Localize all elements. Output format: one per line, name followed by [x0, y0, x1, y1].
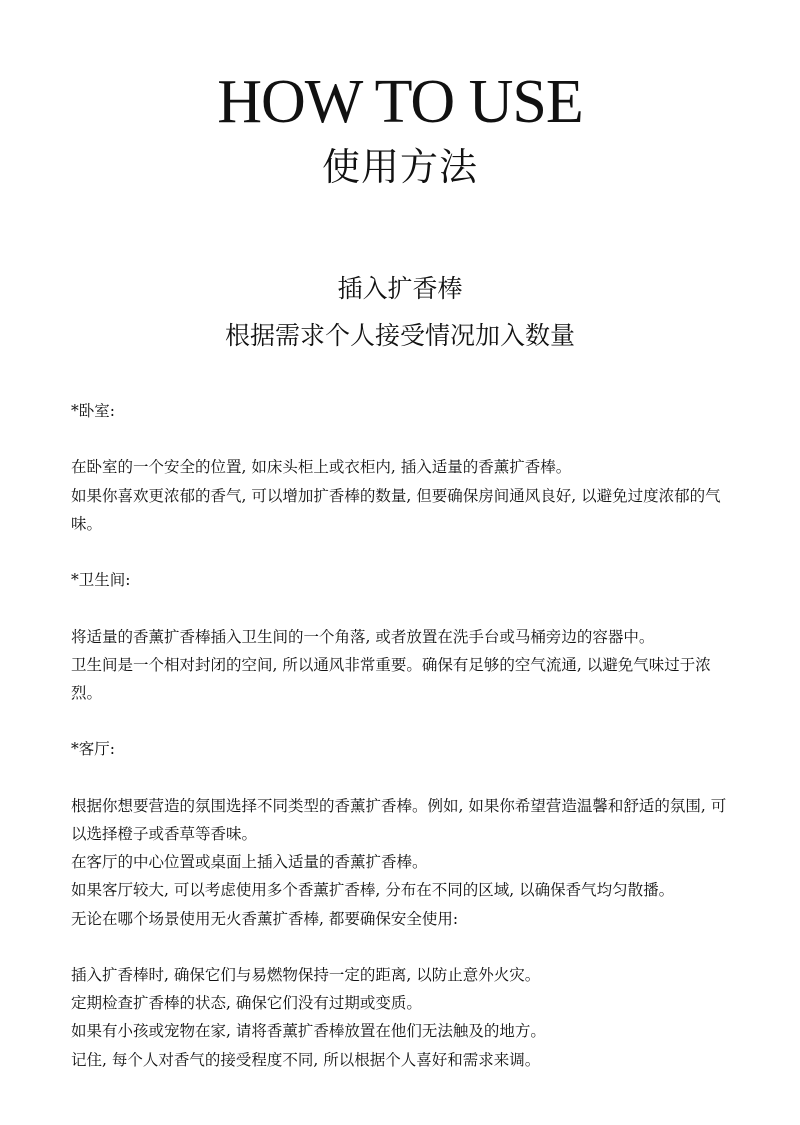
page-title-english: HOW TO USE — [217, 68, 583, 136]
bedroom-text-1: 在卧室的一个安全的位置, 如床头柜上或衣柜内, 插入适量的香薰扩香棒。 — [71, 458, 572, 477]
bathroom-text-2: 卫生间是一个相对封闭的空间, 所以通风非常重要。确保有足够的空气流通, 以避免气味过于浓烈。 — [71, 655, 711, 702]
safety-text-2: 定期检查扩香棒的状态, 确保它们没有过期或变质。 — [71, 994, 422, 1013]
safety-text-1: 插入扩香棒时, 确保它们与易燃物保持一定的距离, 以防止意外火灾。 — [71, 965, 541, 984]
living-room-text-2: 在客厅的中心位置或桌面上插入适量的香薰扩香棒。 — [71, 853, 428, 872]
living-room-text-1: 根据你想要营造的氛围选择不同类型的香薰扩香棒。例如, 如果你希望营造温馨和舒适的氛围, 可以选择橙子或香草等香味。 — [71, 796, 727, 843]
bedroom-text-2: 如果你喜欢更浓郁的香气, 可以增加扩香棒的数量, 但要确保房间通风良好, 以避免过度浓郁的气味。 — [71, 486, 721, 533]
instructions-body — [71, 397, 733, 1074]
safety-text-3: 如果有小孩或宠物在家, 请将香薰扩香棒放置在他们无法触及的地方。 — [71, 1022, 546, 1041]
living-room-text-3: 如果客厅较大, 可以考虑使用多个香薰扩香棒, 分布在不同的区域, 以确保香气均匀散播。 — [71, 881, 675, 900]
subtitle-line-2: 根据需求个人接受情况加入数量 — [224, 321, 575, 350]
living-room-text-4: 无论在哪个场景使用无火香薰扩香棒, 都要确保安全使用: — [71, 909, 459, 928]
safety-text-4: 记住, 每个人对香气的接受程度不同, 所以根据个人喜好和需求来调。 — [71, 1050, 541, 1069]
page-title-chinese: 使用方法 — [321, 145, 478, 189]
section-heading-bathroom: *卫生间: — [71, 571, 131, 590]
section-heading-bedroom: *卧室: — [71, 402, 115, 420]
section-heading-living-room: *客厅: — [71, 740, 115, 759]
bathroom-text-1: 将适量的香薰扩香棒插入卫生间的一个角落, 或者放置在洗手台或马桶旁边的容器中。 — [71, 627, 655, 646]
subtitle-line-1: 插入扩香棒 — [337, 274, 463, 303]
